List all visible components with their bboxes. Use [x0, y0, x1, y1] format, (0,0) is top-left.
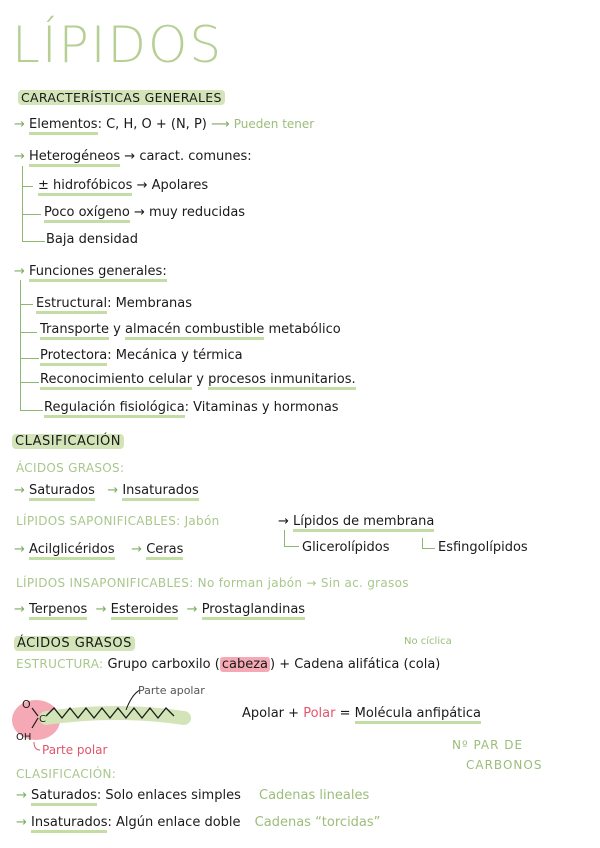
bracket-line [20, 280, 33, 305]
carbon-label: C [39, 714, 46, 725]
arrow-icon: → [124, 149, 140, 164]
oxigeno-line: Poco oxígeno → muy reducidas [44, 205, 245, 220]
bracket-line [20, 358, 39, 383]
arrow-icon: → [14, 264, 30, 279]
insaponificables-types: → Terpenos → Esteroides → Prostaglandinas [14, 602, 305, 617]
lipidos-membrana-line: → Lípidos de membrana [278, 514, 434, 529]
bracket-line [22, 214, 45, 242]
section-heading-acidos-grasos: ÁCIDOS GRASOS [14, 636, 135, 651]
bracket-line [20, 382, 43, 411]
arrow-icon: → [14, 117, 30, 132]
arrow-icon: ⟶ [211, 117, 234, 132]
acidos-clasificacion-subheading: CLASIFICACIÓN: [16, 767, 117, 781]
bracket-line [284, 530, 299, 547]
acidos-grasos-subheading: ÁCIDOS GRASOS: [16, 461, 125, 475]
funcion-protectora: Protectora: Mecánica y térmica [40, 348, 243, 363]
arrow-icon: → [99, 483, 123, 498]
apolar-tail-highlight [46, 713, 184, 718]
bracket-line [20, 332, 39, 359]
funciones-heading: → Funciones generales: [14, 264, 167, 279]
arrow-icon: → [91, 602, 111, 617]
section-heading-caracteristicas: CARACTERÍSTICAS GENERALES [18, 90, 225, 105]
funcion-transporte: Transporte y almacén combustible metabólico [40, 322, 341, 337]
page-title: LÍPIDOS [12, 16, 224, 74]
arrow-icon: → [182, 602, 202, 617]
saturados-line: → Saturados: Solo enlaces simples Cadenas lineales [16, 788, 369, 803]
arrow-icon: → [136, 178, 152, 193]
hidrofobicos-line: ± hidrofóbicos → Apolares [38, 178, 208, 193]
funcion-regulacion: Regulación fisiológica: Vitaminas y hormonas [44, 400, 339, 415]
glicerolipidos: Glicerolípidos [302, 540, 390, 555]
hydroxyl-label: OH [16, 732, 32, 743]
section-heading-clasificacion: CLASIFICACIÓN [12, 434, 124, 449]
acidos-grasos-types: → Saturados → Insaturados [14, 483, 199, 498]
insaturados-line: → Insaturados: Algún enlace doble Cadenas “torcidas” [16, 815, 380, 830]
arrow-icon: → [118, 542, 147, 557]
heterogeneos-line: → Heterogéneos → caract. comunes: [14, 149, 252, 164]
bracket-line [20, 304, 37, 333]
densidad-line: Baja densidad [46, 232, 138, 247]
bracket-line [22, 186, 41, 215]
arrow-icon: → [14, 542, 30, 557]
arrow-icon: → [16, 788, 32, 803]
saponificables-types: → Acilglicéridos → Ceras [14, 542, 183, 557]
n-par-line2: CARBONOS [466, 758, 543, 772]
saponificables-subheading: LÍPIDOS SAPONIFICABLES: Jabón [16, 514, 220, 528]
parte-apolar-label: Parte apolar [138, 684, 205, 697]
funcion-estructural: Estructural: Membranas [36, 296, 192, 311]
funcion-reconocimiento: Reconocimiento celular y procesos inmunitarios. [40, 372, 356, 387]
elementos-line: → Elementos: C, H, O + (N, P) ⟶ Pueden tener [14, 117, 314, 132]
arrow-icon: → [134, 205, 150, 220]
arrow-icon: → [14, 149, 30, 164]
arrow-icon: → [14, 602, 30, 617]
polar-pointer [34, 742, 40, 750]
arrow-icon: → [14, 483, 30, 498]
arrow-icon: → [16, 815, 32, 830]
n-par-line1: Nº PAR DE [452, 738, 524, 752]
bracket-line [422, 538, 435, 549]
oxygen-label: O [22, 698, 31, 711]
insaponificables-subheading: LÍPIDOS INSAPONIFICABLES: No forman jabón → Sin ac. grasos [16, 576, 409, 590]
bracket-line [22, 166, 33, 187]
arrow-icon: → [278, 514, 294, 529]
no-ciclica-note: No cíclica [404, 636, 452, 647]
parte-polar-label: Parte polar [42, 743, 108, 757]
esfingolipidos: Esfingolípidos [438, 540, 528, 555]
anfipatica-equation: Apolar + Polar = Molécula anfipática [242, 706, 481, 721]
estructura-line: ESTRUCTURA: Grupo carboxilo ( cabeza ) + Cadena alifática (cola) [16, 657, 441, 672]
